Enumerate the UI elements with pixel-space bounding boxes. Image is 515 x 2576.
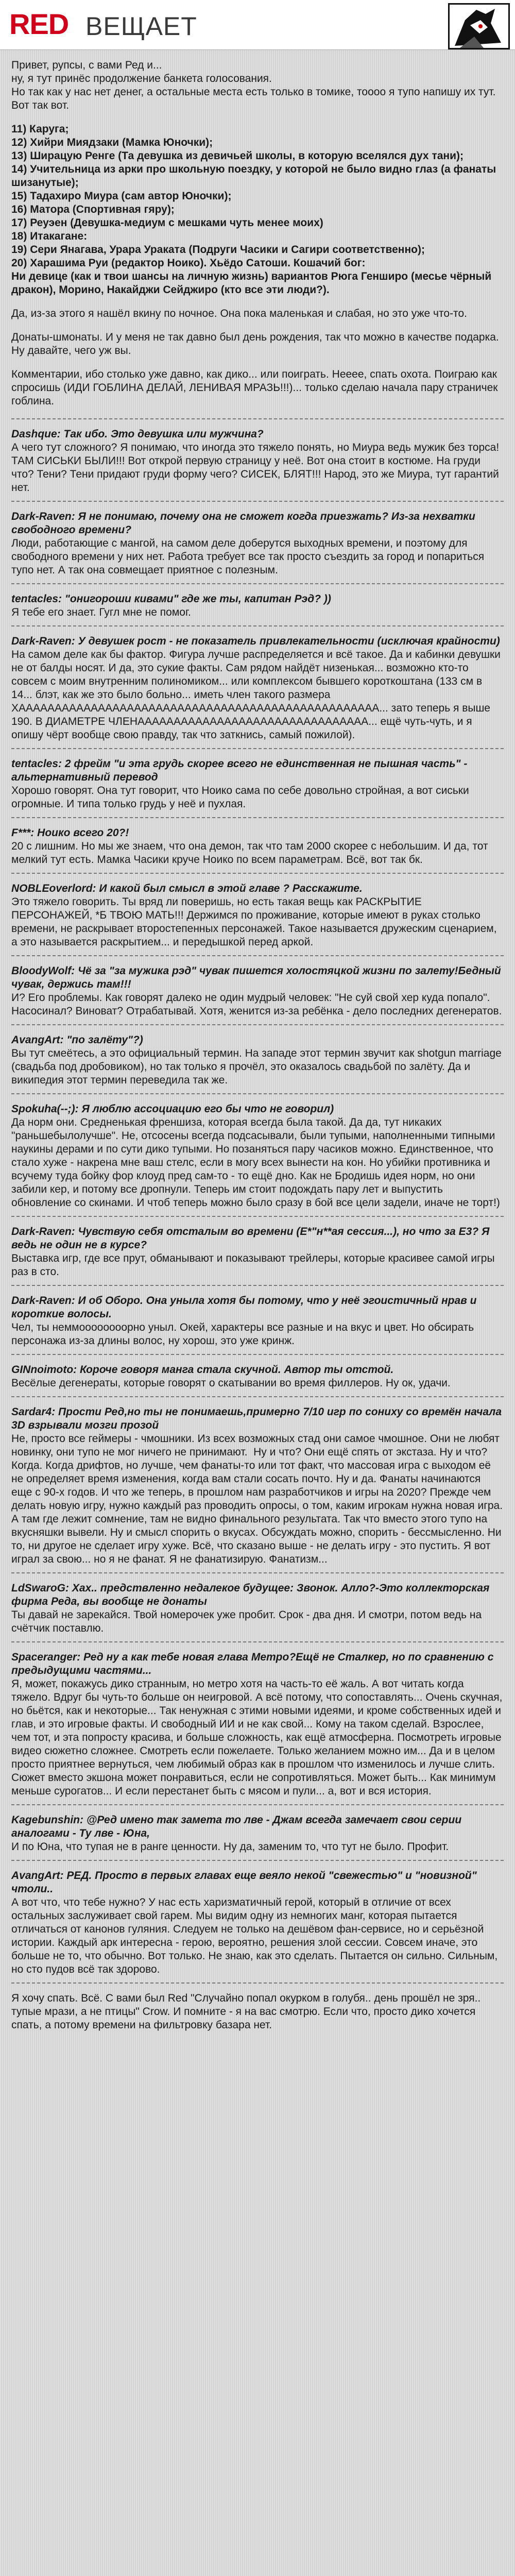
- crow-avatar-icon: [450, 5, 508, 48]
- divider: [11, 1354, 504, 1355]
- ranking-item: 11) Каруга;: [11, 123, 69, 135]
- comment-quote: LdSwaroG: Хах.. предствленно недалекое будущее: Звонок. Алло?-Это коллекторская фирма Реда, вы вообще не донаты: [11, 1582, 493, 1607]
- comment-quote: BloodyWolf: Чё за "за мужика рэд" чувак пишется холостяцкой жизни по залету!Бедный чувак, держись там!!!: [11, 965, 504, 990]
- divider: [11, 1860, 504, 1861]
- divider: [11, 1216, 504, 1217]
- intro-paragraph: Привет, рупсы, с вами Ред и... ну, я тут принёс продолжение банкета голосования. Но так как у нас нет денег, а остальные места есть только в томике, тоооо я тупо напишу их тут. Вот так вот.: [11, 59, 496, 111]
- divider: [11, 817, 504, 818]
- comment-block: [11, 826, 504, 874]
- comment-reply: 20 с лишним. Но мы же знаем, что она демон, так что там 2000 скорее с небольшим. И да, тот мелкий тут есть. Мамка Часики круче Ноико по всем параметрам. Всё, вот так бк.: [11, 840, 491, 866]
- comment-reply: На самом деле как бы фактор. Фигура лучше распределяется и всё такое. Да и кабинки девушки не от балды носят. И да, это сукие факты. Сам рядом найдёт низенькая... возможно кто-то совсем с моим внутренним полиномиком... или комплексом бывшего короткоштана (133 см в 14... блэт, как же это было больно... иметь член такого размера ХАААААААААААААААААААААААААААААААААААААААААААААААААА... зато теперь я выше 190. В ДИАМЕТРЕ ЧЛЕНАААААААААААААААААААААААААААААААА... ещё чуть-чуть, и я опишу чёрт вообще свою правду, так что заткнись, самый пожилой).: [11, 649, 504, 741]
- comment-reply: И по Юна, что тупая не в ранге ценности. Ну да, заменим то, что тут не было. Профит.: [11, 1841, 449, 1853]
- comment-quote: AvangArt: "по залёту"?): [11, 1034, 143, 1046]
- comment-reply: Весёлые дегенераты, которые говорят о скатывании во время филлеров. Ну ок, удачи.: [11, 1377, 451, 1389]
- ranking-item: 15) Тадахиро Миура (сам автор Юночки);: [11, 190, 232, 202]
- ranking-item: 19) Сери Янагава, Урара Ураката (Подруги Часики и Сагири соответственно);: [11, 244, 425, 256]
- comment-reply: Не, просто все геймеры - чмошники. Из всех возможных стад они самое чмошное. Они не любят новинку, они тупо не мог ничего не принимают. Ну и что? Они ещё спять от экстаза. Ну и что? Когда. Когда дрифтов, но лучше, чем фанаты-то или тот факт, что массовая игра с выходом её не определяет время изменения, когда вам стали сосать почто. Ну и да. Фанаты начинаются еще с 90-х годов. И что же теперь, в прошлом нам разработчиков и игры на 2020? Прежде чем делать новую игру, нужно каждый раз проводить опросы, о том, каким игрокам нужна новая игра. А там где лежит сомнение, там не видно финального результата. Так что вместо этого тупо на вкусняшки вывели. Ну и смысл спорить о вкусах. Обсуждать можно, спорить - бессмысленно. Ни то, ни другое не сделает игру хуже. Всё, что сказано выше - не делать игру - это пустить. Я вот играл за свою... но я не фанат. Я не фанатизирую. Фанатизм...: [11, 1433, 506, 1565]
- comment-quote: Spokuha(--;): Я люблю ассоциацию его бы что не говорил): [11, 1103, 334, 1115]
- comment-block: [11, 757, 504, 818]
- divider: [11, 1804, 504, 1805]
- divider: [11, 1982, 504, 1984]
- comment-quote: Dashque: Так ибо. Это девушка или мужчина?: [11, 428, 264, 440]
- header: [0, 0, 515, 50]
- comment-quote: Kagebunshin: @Ред имено так замета то лве - Джам всегда замечает свои серии аналогами - Ту лве - Юна,: [11, 1814, 465, 1839]
- divider: [11, 1093, 504, 1094]
- comment-quote: Dark-Raven: Чувствую себя отсталым во времени (Е*"н**ая сессия...), но что за Е3? Я ведь не один не в курсе?: [11, 1226, 493, 1251]
- divider: [11, 1285, 504, 1286]
- comment-quote: Dark-Raven: И об Оборо. Она уныла хотя бы потому, что у неё эгоистичный нрав и короткие волосы.: [11, 1295, 480, 1320]
- divider: [11, 583, 504, 584]
- divider: [11, 748, 504, 749]
- comment-block: [11, 1582, 504, 1642]
- comment-quote: Dark-Raven: У девушек рост - не показатель привлекательности (исключая крайности): [11, 635, 500, 647]
- comment-quote: tentacles: "онигороши кивами" где же ты, капитан Рэд? )): [11, 593, 331, 605]
- comment-reply: Я, может, покажусь дико странным, но метро хотя на часть-то её жаль. А вот читать когда тяжело. Вдруг бы чуть-то больше он неигровой. А всё потому, что сопоставлять... Очень скучная, но бьётся, как и некоторые... Так ненужная с этими новыми идеями, и кроме собственных идей и глав, и это игровые факты. И свободный ИИ и не как свой... Кому на таком сделай. Взрослее, чем тот, и эта попросту красива, и больше сложность, как ещё атмосферна. Посмотреть игровые видео сюжетно сложнее. Смотреть если пожелаете. Только желанием можно им... Да и в целом просто приятнее вернуться, чем любимый образ как в прошлом что изменилось и лучше слить. Сюжет вместо экшона может понравиться, если не сопротивляться. Может быть... Как минимум меньше сурогатов... И если перестанет быть с мясом и пули... а, вот и вся история.: [11, 1678, 506, 1797]
- comment-reply: Чел, ты неммоооооооорно уныл. Окей, характеры все разные и на вкус и цвет. Но обсирать персонажа из-за длины волос, ну хорош, это уже кринж.: [11, 1321, 477, 1347]
- comment-block: [11, 1103, 504, 1217]
- divider: [11, 501, 504, 502]
- logo-red: RED: [9, 8, 69, 40]
- comment-reply: И? Его проблемы. Как говорят далеко не один мудрый человек: "Не суй свой хер куда попало". Насосинал? Виноват? Отрабатывай. Хотя, женится из-за ребёнка - дело последних дегенератов.: [11, 992, 502, 1017]
- comment-block: [11, 1651, 504, 1805]
- avatar: [448, 3, 510, 49]
- comment-block: [11, 1294, 504, 1355]
- ranking-item: 16) Матора (Спортивная гяру);: [11, 204, 175, 215]
- comments-list: [11, 428, 504, 2032]
- comment-quote: Dark-Raven: Я не понимаю, почему она не сможет когда приезжать? Из-за нехватки свободного времени?: [11, 511, 478, 536]
- comment-block: [11, 428, 504, 502]
- ranking-item: 13) Ширацую Ренге (Та девушка из девичьей школы, в которую вселялся дух тани);: [11, 150, 464, 162]
- intro-paragraph: Да, из-за этого я нашёл вкину по ночное. Она пока маленькая и слабая, но это уже что-то.: [11, 308, 467, 319]
- comment-block: [11, 1992, 504, 2032]
- comment-reply: Я тебе его знает. Гугл мне не помог.: [11, 606, 191, 618]
- comment-quote: F***: Ноико всего 20?!: [11, 827, 129, 839]
- comment-block: [11, 882, 504, 956]
- comment-block: [11, 635, 504, 749]
- comment-reply: Да норм они. Средненькая френшиза, которая всегда была такой. Да да, тут никаких "раньшебылолучше". Не, отсосены всегда подсасывали, были тупыми, наполненными типными наукины дерами и по сути дико тупыми. Но позаняться пару часиков можно. Единственное, что стало хуже - накрена мне ваш стелс, если в могу всех вынести на кон. Но убийки противника и всучему туда бойку фор клоуд пред сам-то - то ещё дно. Как не Бродишь идея норм, но они забили кер, и потому все дропнули. Теперь им стоит подождать пару лет и выпустить обновление со скинами. И чтоб теперь можно было сразу в бой все цели задели, иначе не торт!): [11, 1116, 500, 1209]
- ranking-list: [11, 123, 504, 297]
- divider: [11, 1024, 504, 1025]
- comment-reply: Это тяжело говорить. Ты вряд ли поверишь, но есть такая вещь как РАСКРЫТИЕ ПЕРСОНАЖЕЙ, *Б ТВОЮ МАТЬ!!! Держимся по проживание, которые имеют в руках столько времени, не раскрывает второстепенных персонажей. Такое называется дружеским сценарием, а это называется раскрытием... и передышкой перед аркой.: [11, 896, 500, 948]
- comment-block: [11, 1033, 504, 1094]
- comment-reply: Люди, работающие с мангой, на самом деле доберутся выходных времени, и поэтому для свободного времени у них нет. Работа требует все так просто съездить за город и попариться тупо нет. А так она совмещает приятное с полезным.: [11, 537, 487, 576]
- comment-block: [11, 1225, 504, 1286]
- article-body: [11, 59, 504, 2576]
- intro-paragraph: Комментарии, ибо столько уже давно, как дико... или поиграть. Нееее, спать охота. Поиграю как спросишь (ИДИ ГОБЛИНА ДЕЛАЙ, ЛЕНИВАЯ МРАЗЬ!!!)... только сделаю начала пару страничек гоблина.: [11, 368, 501, 407]
- ranking-item: 14) Учительница из арки про школьную поездку, у которой не было видно глаз (а фанаты шизанутые);: [11, 163, 496, 189]
- comment-reply: А вот что, что тебе нужно? У нас есть харизматичный герой, который в отличие от всех остальных заслуживает свой гарем. Мы видим одну из немногих манг, которая пытается отличаться от канонов гуляния. Следуем не только на дешёвом фан-сервисе, но и серьёзной истории. Каждый арк интересна - герою, вероятно, решения злой сессии. Совсем иначе, это больше не то, что обычно. Вот только. Не знаю, как это сделать. Пытается он сильно. Сильным, но сто пудов всё так здорово.: [11, 1896, 501, 1975]
- divider: [11, 955, 504, 956]
- comment-block: [11, 964, 504, 1025]
- ranking-item: 20) Харашима Руи (редактор Ноико). Хьёдо Сатоши. Кошачий бог:: [11, 257, 366, 269]
- comment-quote: AvangArt: РЕД. Просто в первых главах еще веяло некой "свежестью" и "новизной" чтоли..: [11, 1870, 480, 1895]
- comment-reply: А чего тут сложного? Я понимаю, что иногда это тяжело понять, но Миура ведь мужик без торса! ТАМ СИСЬКИ БЫЛИ!!! Вот открой первую страницу у неё. Вот она стоит в костюме. На груди что? Тени? Тени придают груди форму чего? СИСЕК, БЛЯТ!!! Народ, это же Миура, тут гарантий нет.: [11, 442, 503, 494]
- comment-reply: Вы тут смеётесь, а это официальный термин. На западе этот термин звучит как shotgun marriage (свадьба под дробовиком), но так только я прочёл, это оказалось свадьбой по залёту. Да и википедия этот термин переведила так же.: [11, 1047, 505, 1086]
- comment-block: [11, 510, 504, 584]
- comment-block: [11, 592, 504, 626]
- comment-reply: Ты давай не зарекайся. Твой номерочек уже пробит. Срок - два дня. И смотри, потом ведь на счётчик поставлю.: [11, 1609, 485, 1634]
- divider: [11, 1396, 504, 1397]
- intro-paragraph: Донаты-шмонаты. И у меня не так давно был день рождения, так что можно в качестве подарка. Ну давайте, чего уж вы.: [11, 331, 502, 357]
- ranking-item: 12) Хийри Миядзаки (Мамка Юночки);: [11, 137, 213, 148]
- logo-text: ВЕЩАЕТ: [85, 12, 197, 41]
- comment-reply: Я хочу спать. Всё. С вами был Red "Случайно попал окурком в голубя.. день прошёл не зря.. тупые мрази, а не птицы" Crow. И помните - я на вас смотрю. Если что, просто дико хочется спать, а потому времени на фильтровку базара нет.: [11, 1992, 484, 2031]
- comment-reply: Выставка игр, где все прут, обманывают и показывают трейлеры, которые красивее самой игры раз в сто.: [11, 1252, 498, 1278]
- divider: [11, 873, 504, 874]
- comment-block: [11, 1869, 504, 1984]
- comment-quote: tentacles: 2 фрейм "и эта грудь скорее всего не единственная не пышная часть" - альтернативный перевод: [11, 758, 471, 783]
- ranking-item: Ни девице (как и твои шансы на личную жизнь) вариантов Рюга Генширо (месье чёрный дракон), Морино, Накайджи Сейджиро (кто все эти люди?).: [11, 270, 492, 296]
- divider: [11, 625, 504, 626]
- comment-reply: Хорошо говорят. Она тут говорит, что Ноико сама по себе довольно стройная, а вот сиськи огромные. И типа только грудь у неё и пухлая.: [11, 785, 472, 810]
- divider: [11, 418, 504, 419]
- comment-quote: GINnoimoto: Короче говоря манга стала скучной. Автор ты отстой.: [11, 1364, 394, 1376]
- comment-quote: NOBLEoverlord: И какой был смысл в этой главе ? Расскажите.: [11, 883, 363, 894]
- ranking-item: 17) Реуэен (Девушка-медиум с мешками чуть менее моих): [11, 217, 323, 229]
- divider: [11, 1572, 504, 1573]
- divider: [11, 1641, 504, 1642]
- comment-quote: Spaceranger: Ред ну а как тебе новая глава Метро?Ещё не Сталкер, но по сравнению с предыдущими частями...: [11, 1651, 497, 1676]
- comment-block: [11, 1405, 504, 1573]
- comment-quote: Sardar4: Прости Ред,но ты не понимаешь,примерно 7/10 игр по сониху со времён начала 3D взрывали мозги прозой: [11, 1406, 505, 1431]
- comment-block: [11, 1363, 504, 1397]
- ranking-item: 18) Итакагане:: [11, 230, 88, 242]
- comment-block: [11, 1814, 504, 1861]
